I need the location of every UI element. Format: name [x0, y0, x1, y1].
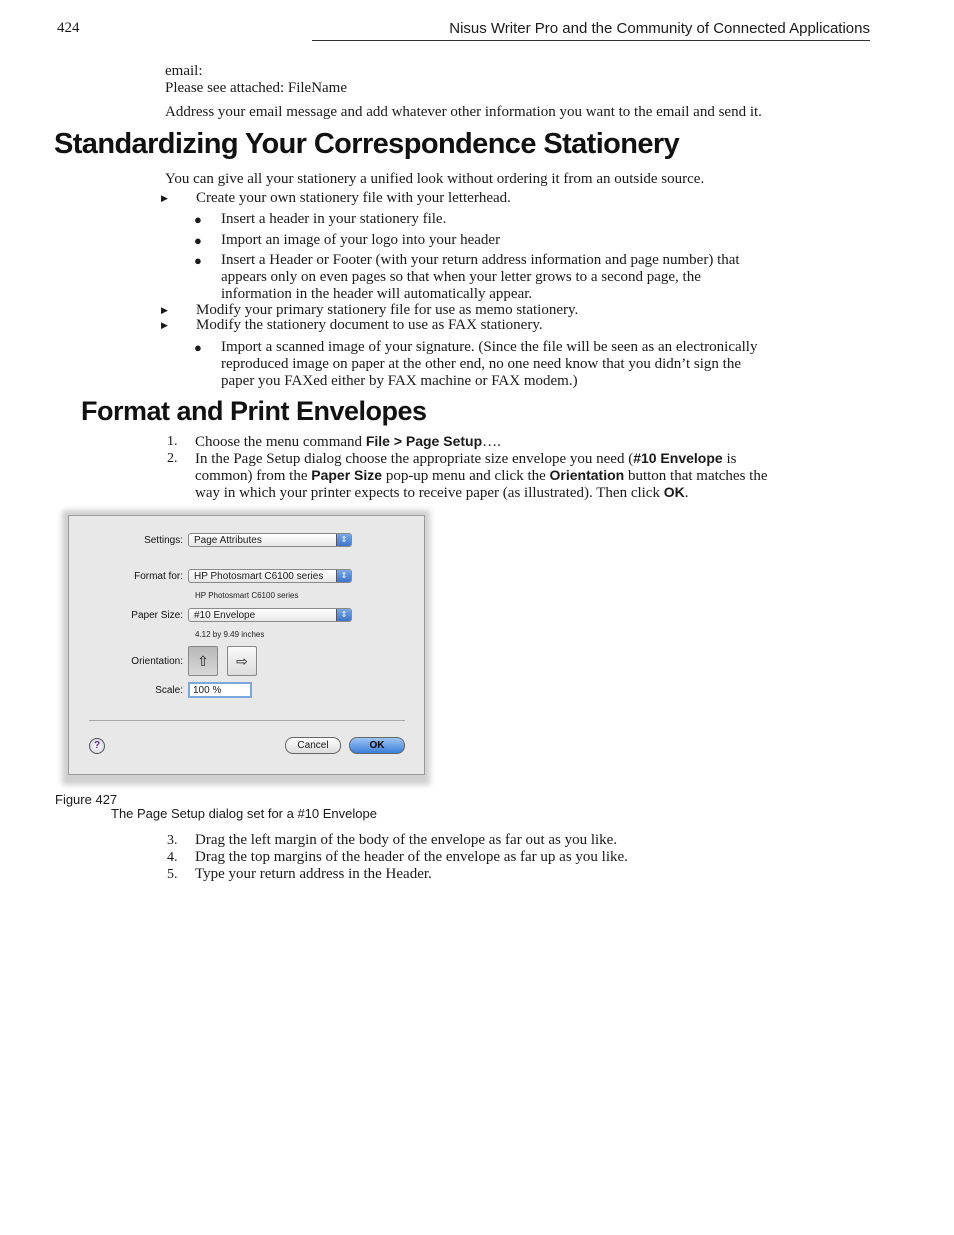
- bullet-dot-icon: ●: [194, 212, 202, 227]
- list-item: Create your own stationery file with your letterhead.: [196, 190, 511, 206]
- bullet-dot-icon: ●: [194, 233, 202, 248]
- section-heading-stationery: Standardizing Your Correspondence Stationery: [54, 128, 680, 160]
- popup-arrows-icon: ⇕: [336, 570, 351, 582]
- scale-input[interactable]: 100 %: [188, 682, 252, 698]
- step-text: way in which your printer expects to receive paper (as illustrated). Then click: [195, 485, 664, 501]
- settings-label: Settings:: [144, 535, 183, 546]
- format-popup[interactable]: [188, 569, 352, 583]
- ok-button[interactable]: OK: [349, 737, 405, 754]
- format-sub: HP Photosmart C6100 series: [195, 591, 299, 600]
- popup-arrows-icon: ⇕: [336, 534, 351, 546]
- popup-arrows-icon: ⇕: [336, 609, 351, 621]
- scale-label: Scale:: [155, 685, 183, 696]
- step-text: common) from the: [195, 468, 312, 484]
- step-number: 4.: [167, 850, 178, 865]
- bullet-dot-icon: ●: [194, 253, 202, 268]
- cancel-button[interactable]: Cancel: [285, 737, 341, 754]
- list-item: Modify your primary stationery file for use as memo stationery.: [196, 302, 579, 318]
- settings-value: Page Attributes: [194, 535, 262, 546]
- portrait-orientation-button[interactable]: [188, 646, 218, 676]
- command-name: Paper Size: [311, 467, 383, 483]
- step-3: Drag the left margin of the body of the envelope as far out as you like.: [195, 832, 618, 848]
- menu-command: File > Page Setup: [365, 433, 483, 449]
- list-subitem-cont: information in the header will automatically appear.: [221, 286, 533, 302]
- list-subitem-cont: appears only on even pages so that when your letter grows to a second page, the: [221, 269, 701, 285]
- step-text: .: [684, 485, 689, 501]
- paper-size-popup[interactable]: [188, 608, 352, 622]
- step-number: 3.: [167, 833, 178, 848]
- paper-size-label: Paper Size:: [131, 610, 183, 621]
- running-title: Nisus Writer Pro and the Community of Connected Applications: [449, 20, 870, 37]
- bullet-dot-icon: ●: [194, 340, 202, 355]
- bullet-arrow-icon: ▶: [161, 305, 168, 315]
- list-subitem-cont: paper you FAXed either by FAX machine or FAX modem.): [221, 373, 578, 389]
- step-5: Type your return address in the Header.: [195, 866, 432, 882]
- list-subitem: Import an image of your logo into your header: [221, 232, 501, 248]
- section1-intro: You can give all your stationery a unified look without ordering it from an outside source.: [165, 171, 705, 187]
- step-text: is: [722, 451, 737, 467]
- landscape-icon: ⇨: [236, 653, 248, 669]
- command-name: OK: [663, 484, 685, 500]
- page-setup-dialog: [68, 515, 425, 775]
- step-number: 2.: [167, 451, 178, 466]
- list-subitem: Insert a Header or Footer (with your return address information and page number) that: [221, 252, 740, 268]
- header-rule: [312, 40, 870, 41]
- command-name: #10 Envelope: [633, 450, 723, 466]
- figure-label: Figure 427: [55, 792, 118, 807]
- step-number: 5.: [167, 867, 178, 882]
- intro-line-1: email:: [165, 63, 203, 79]
- portrait-icon: ⇧: [197, 653, 209, 669]
- intro-line-2: Please see attached: FileName: [165, 80, 348, 96]
- settings-popup[interactable]: [188, 533, 352, 547]
- dialog-divider: [89, 720, 405, 721]
- step-text: ….: [482, 434, 501, 450]
- step-1: [195, 433, 501, 451]
- figure-caption: The Page Setup dialog set for a #10 Envelope: [111, 806, 377, 821]
- bullet-arrow-icon: ▶: [161, 320, 168, 330]
- step-4: Drag the top margins of the header of the envelope as far up as you like.: [195, 849, 628, 865]
- list-subitem: Insert a header in your stationery file.: [221, 211, 447, 227]
- format-label: Format for:: [134, 571, 183, 582]
- step-2-line-2: [195, 467, 768, 485]
- paper-size-value: #10 Envelope: [194, 610, 256, 621]
- orientation-label: Orientation:: [131, 656, 183, 667]
- step-2-line-1: [195, 450, 736, 468]
- step-number: 1.: [167, 434, 178, 449]
- format-value: HP Photosmart C6100 series: [194, 571, 324, 582]
- intro-line-3: Address your email message and add whatever other information you want to the email and send it.: [165, 104, 762, 120]
- command-name: Orientation: [549, 467, 625, 483]
- paper-size-sub: 4.12 by 9.49 inches: [195, 630, 265, 639]
- bullet-arrow-icon: ▶: [161, 193, 168, 203]
- page-number: 424: [57, 20, 80, 36]
- step-text: Choose the menu command: [195, 434, 366, 450]
- list-subitem-cont: reproduced image on paper at the other end, no one need know that you didn’t sign the: [221, 356, 741, 372]
- section-heading-envelopes: Format and Print Envelopes: [81, 396, 427, 426]
- step-2-line-3: [195, 484, 688, 502]
- help-icon[interactable]: ?: [89, 738, 105, 754]
- landscape-orientation-button[interactable]: [227, 646, 257, 676]
- step-text: button that matches the: [624, 468, 768, 484]
- list-subitem: Import a scanned image of your signature. (Since the file will be seen as an electronically: [221, 339, 758, 355]
- list-item: Modify the stationery document to use as FAX stationery.: [196, 317, 543, 333]
- step-text: pop-up menu and click the: [382, 468, 550, 484]
- step-text: In the Page Setup dialog choose the appropriate size envelope you need (: [195, 451, 634, 467]
